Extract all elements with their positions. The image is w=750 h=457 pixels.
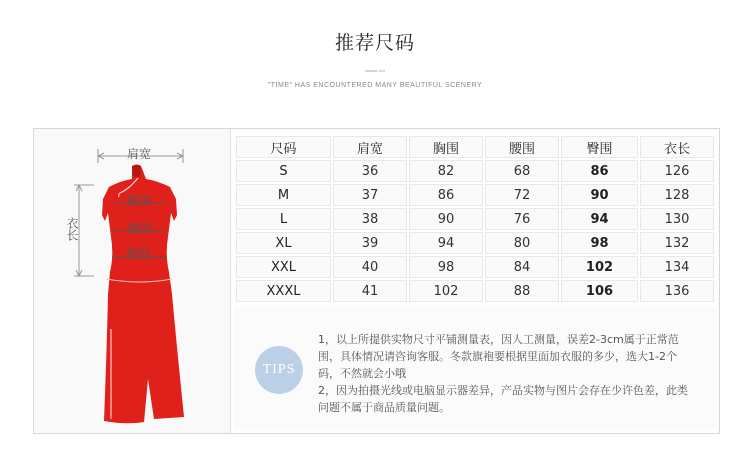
- cell-chest: 86: [409, 184, 483, 206]
- cell-shoulder: 40: [333, 256, 407, 278]
- table-header-row: [236, 136, 714, 158]
- dress-collar: [132, 165, 141, 178]
- cell-hip: 90: [561, 184, 638, 206]
- cell-chest: 90: [409, 208, 483, 230]
- cell-shoulder: 38: [333, 208, 407, 230]
- header-size: 尺码: [236, 136, 331, 158]
- qipao-dress-illustration: [34, 129, 230, 433]
- tips-line-2: 2，因为拍摄光线或电脑显示器差异，产品实物与图片会存在少许色差，此类问题不属于商品质量问题。: [318, 384, 688, 414]
- page-title: 推荐尺码: [334, 32, 415, 54]
- cell-waist: 84: [485, 256, 559, 278]
- cell-size: L: [236, 208, 331, 230]
- cell-size: XXL: [236, 256, 331, 278]
- header-hip: 臀围: [561, 136, 638, 158]
- table-row: [236, 256, 714, 278]
- cell-length: 128: [640, 184, 714, 206]
- tips-line-1: 1，以上所提供实物尺寸平铺测量表，因人工测量，误差2-3cm属于正常范围，具体情况请咨询客服。冬款旗袍要根据里面加衣服的多少，选大1-2个码，不然就会小哦: [318, 333, 679, 380]
- cell-shoulder: 39: [333, 232, 407, 254]
- size-table: [234, 134, 716, 304]
- cell-length: 126: [640, 160, 714, 182]
- cell-waist: 72: [485, 184, 559, 206]
- cell-chest: 94: [409, 232, 483, 254]
- table-row: [236, 184, 714, 206]
- shoulder-label: 肩宽: [127, 147, 152, 161]
- chest-label: 胸围: [127, 194, 152, 208]
- cell-waist: 88: [485, 280, 559, 302]
- cell-size: XXXL: [236, 280, 331, 302]
- cell-hip: 106: [561, 280, 638, 302]
- page-subtitle: "TIME" HAS ENCOUNTERED MANY BEAUTIFUL SCENERY: [267, 82, 483, 89]
- cell-hip: 98: [561, 232, 638, 254]
- cell-waist: 80: [485, 232, 559, 254]
- cell-length: 132: [640, 232, 714, 254]
- decorative-tagline: MISSING YOU: [365, 69, 385, 73]
- header-waist: 腰围: [485, 136, 559, 158]
- cell-length: 134: [640, 256, 714, 278]
- hip-label: 臀围: [126, 247, 151, 261]
- tips-badge: TIPS: [255, 346, 303, 394]
- length-label: 衣长: [65, 217, 79, 241]
- cell-hip: 102: [561, 256, 638, 278]
- header-length: 衣长: [640, 136, 714, 158]
- cell-shoulder: 41: [333, 280, 407, 302]
- table-row: [236, 280, 714, 302]
- header-chest: 胸围: [409, 136, 483, 158]
- cell-size: XL: [236, 232, 331, 254]
- cell-chest: 98: [409, 256, 483, 278]
- table-row: [236, 208, 714, 230]
- cell-length: 130: [640, 208, 714, 230]
- table-row: [236, 160, 714, 182]
- cell-length: 136: [640, 280, 714, 302]
- cell-waist: 76: [485, 208, 559, 230]
- cell-size: M: [236, 184, 331, 206]
- waist-label: 腰围: [128, 222, 153, 236]
- cell-shoulder: 37: [333, 184, 407, 206]
- cell-size: S: [236, 160, 331, 182]
- header-shoulder: 肩宽: [333, 136, 407, 158]
- tips-text: [318, 331, 698, 416]
- cell-waist: 68: [485, 160, 559, 182]
- cell-hip: 86: [561, 160, 638, 182]
- table-row: [236, 232, 714, 254]
- measurement-figure-panel: [34, 129, 231, 433]
- cell-shoulder: 36: [333, 160, 407, 182]
- cell-chest: 102: [409, 280, 483, 302]
- cell-chest: 82: [409, 160, 483, 182]
- cell-hip: 94: [561, 208, 638, 230]
